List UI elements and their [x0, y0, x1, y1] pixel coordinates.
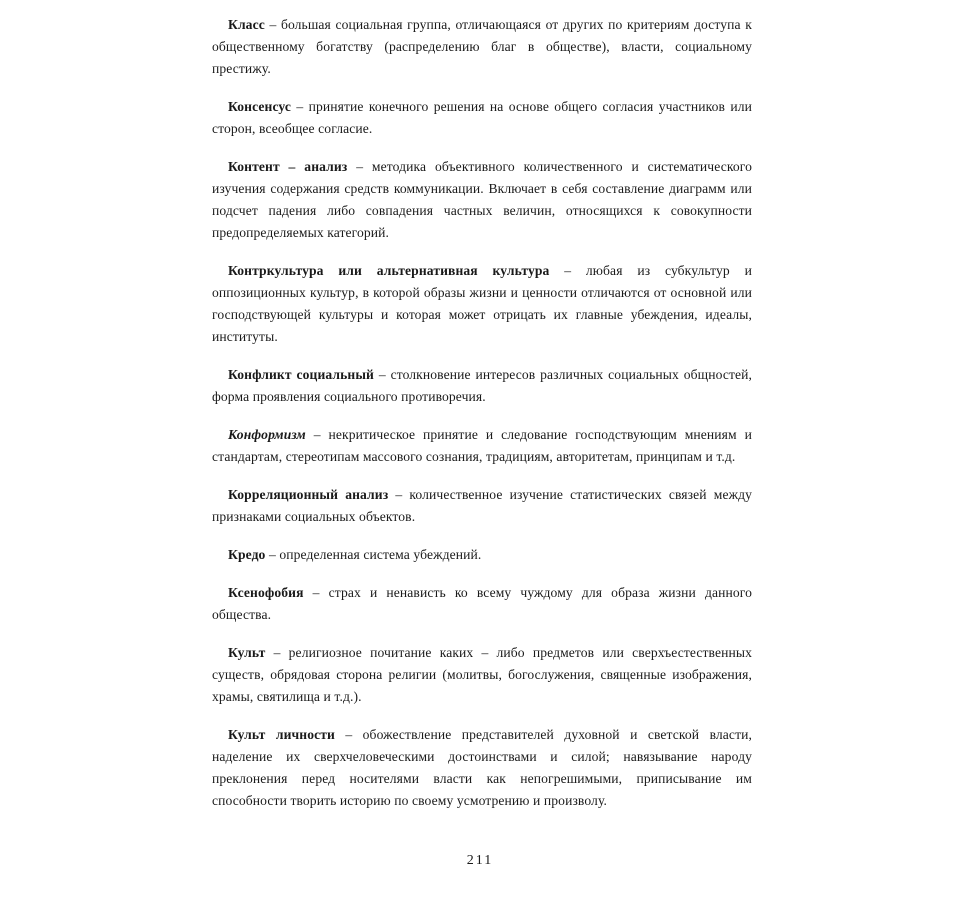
entry-definition: – методика объективного количественного и систематического изучения содержания средств коммуникации. Включает в себя составление диаграмм или подсчет падения либо совпадения частных величин, относящихся к совокупности предопределяемых категорий. [212, 159, 752, 240]
entry-term: Контркультура или альтернативная культура [228, 263, 550, 278]
entry-definition: – обожествление представителей духовной и светской власти, наделение их сверхчеловеческими достоинствами и силой; навязывание народу преклонения перед носителями власти как непогрешимыми, приписывание им способности творить историю по своему усмотрению и произволу. [212, 727, 752, 808]
page-number: 211 [466, 853, 494, 868]
entry-term: Ксенофобия [228, 585, 304, 600]
glossary-entry-conformism [212, 424, 752, 468]
entry-definition: – страх и ненависть ко всему чуждому для образа жизни данного общества. [212, 585, 752, 622]
glossary-entry-content-analysis [212, 156, 752, 244]
entry-definition: – любая из субкультур и оппозиционных культур, в которой образы жизни и ценности отличаются от основной или господствующей культуры и которая может отрицать их главные убеждения, идеалы, институты. [212, 263, 752, 344]
entry-definition: – большая социальная группа, отличающаяся от других по критериям доступа к общественному богатству (распределению благ в обществе), власти, социальному престижу. [212, 17, 752, 76]
entry-definition: – определенная система убеждений. [265, 547, 482, 562]
glossary-entry-correlation-analysis [212, 484, 752, 528]
entry-term: Культ личности [228, 727, 335, 742]
entry-definition: – некритическое принятие и следование господствующим мнениям и стандартам, стереотипам массового сознания, традициям, авторитетам, принципам и т.д. [212, 427, 752, 464]
entry-term: Класс [228, 17, 265, 32]
entry-term: Контент – анализ [228, 159, 348, 174]
entry-term: Консенсус [228, 99, 292, 114]
entry-term: Культ [228, 645, 266, 660]
entry-definition: – количественное изучение статистических связей между признаками социальных объектов. [212, 487, 752, 524]
glossary-entry-personality-cult [212, 724, 752, 812]
glossary-entry-consensus [212, 96, 752, 140]
entry-term: Конфликт социальный [228, 367, 374, 382]
glossary-entry-social-conflict [212, 364, 752, 408]
glossary-entry-class [212, 14, 752, 80]
entry-definition: – принятие конечного решения на основе общего согласия участников или сторон, всеобщее согласие. [212, 99, 752, 136]
glossary-entry-xenophobia [212, 582, 752, 626]
glossary-entry-cult [212, 642, 752, 708]
glossary-entry-credo [212, 544, 752, 566]
entry-definition: – религиозное почитание каких – либо предметов или сверхъестественных существ, обрядовая сторона религии (молитвы, богослужения, священные изображения, храмы, святилища и т.д.). [212, 645, 752, 704]
glossary-entry-counterculture [212, 260, 752, 348]
entry-term: Конформизм [228, 427, 306, 442]
document-page [212, 14, 752, 828]
entry-term: Корреляционный анализ [228, 487, 389, 502]
entry-term: Кредо [228, 547, 266, 562]
entry-definition: – столкновение интересов различных социальных общностей, форма проявления социального противоречия. [212, 367, 752, 404]
